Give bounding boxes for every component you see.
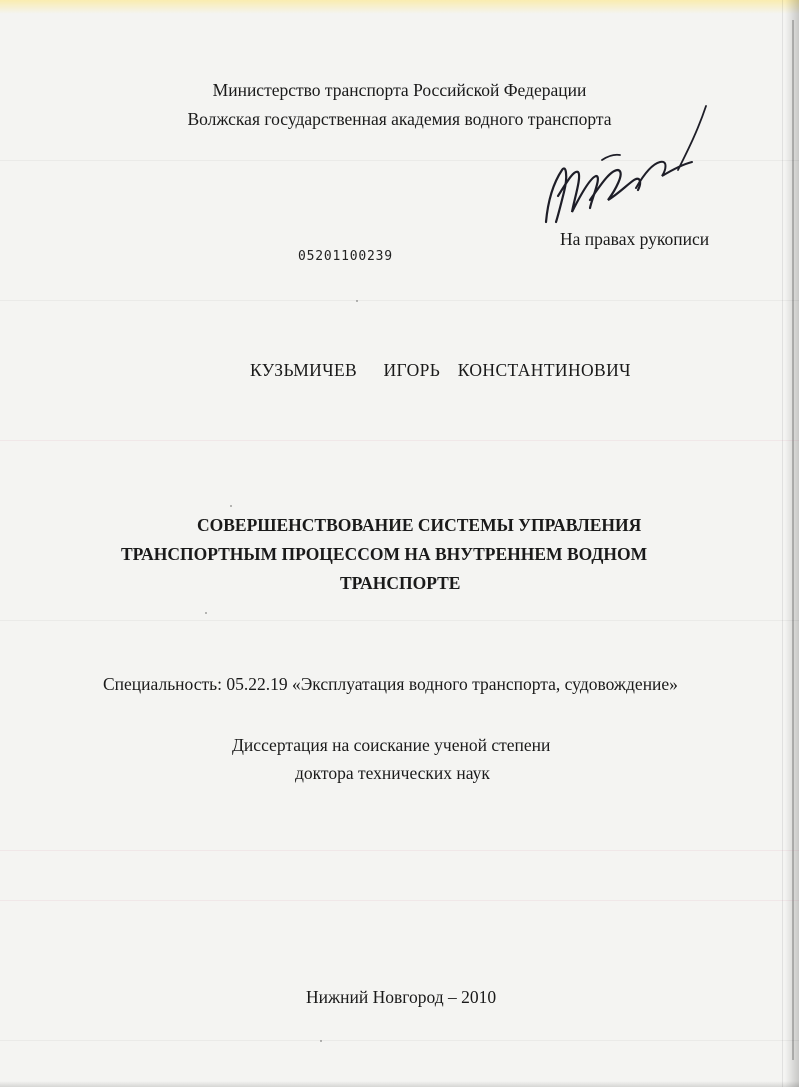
scan-artifact-line: [0, 300, 799, 301]
dissertation-degree-line-2: доктора технических наук: [295, 763, 490, 783]
registry-number: 05201100239: [298, 249, 393, 264]
dissertation-degree-line-1: Диссертация на соискание ученой степени: [232, 735, 551, 755]
scan-speck: [356, 300, 358, 302]
specialty-line: Специальность: 05.22.19 «Эксплуатация водного транспорта, судовождение»: [103, 674, 678, 694]
scan-artifact-line: [0, 900, 799, 901]
paper-bottom-edge: [0, 1081, 799, 1087]
manuscript-rights-note: На правах рукописи: [560, 229, 710, 249]
scan-artifact-line: [0, 1040, 799, 1041]
paper-right-fold-line: [792, 20, 794, 1060]
scan-artifact-line: [0, 850, 799, 851]
scan-speck: [320, 1040, 322, 1042]
scan-speck: [205, 612, 207, 614]
paper-right-crease: [782, 0, 783, 1087]
author-name: КУЗЬМИЧЕВ ИГОРЬ КОНСТАНТИНОВИЧ: [250, 360, 631, 380]
scan-artifact-line: [0, 440, 799, 441]
thesis-title-line-3: ТРАНСПОРТЕ: [340, 573, 461, 593]
handwritten-signature: [528, 100, 728, 230]
scan-artifact-line: [0, 620, 799, 621]
city-year-footer: Нижний Новгород – 2010: [306, 987, 497, 1007]
paper-top-edge: [0, 0, 799, 14]
academy-heading: Волжская государственная академия водного транспорта: [187, 109, 612, 129]
ministry-heading: Министерство транспорта Российской Федерации: [212, 80, 587, 100]
scan-speck: [230, 505, 232, 507]
thesis-title-line-2: ТРАНСПОРТНЫМ ПРОЦЕССОМ НА ВНУТРЕННЕМ ВОДНОМ: [121, 544, 648, 564]
thesis-title-line-1: СОВЕРШЕНСТВОВАНИЕ СИСТЕМЫ УПРАВЛЕНИЯ: [197, 515, 642, 535]
